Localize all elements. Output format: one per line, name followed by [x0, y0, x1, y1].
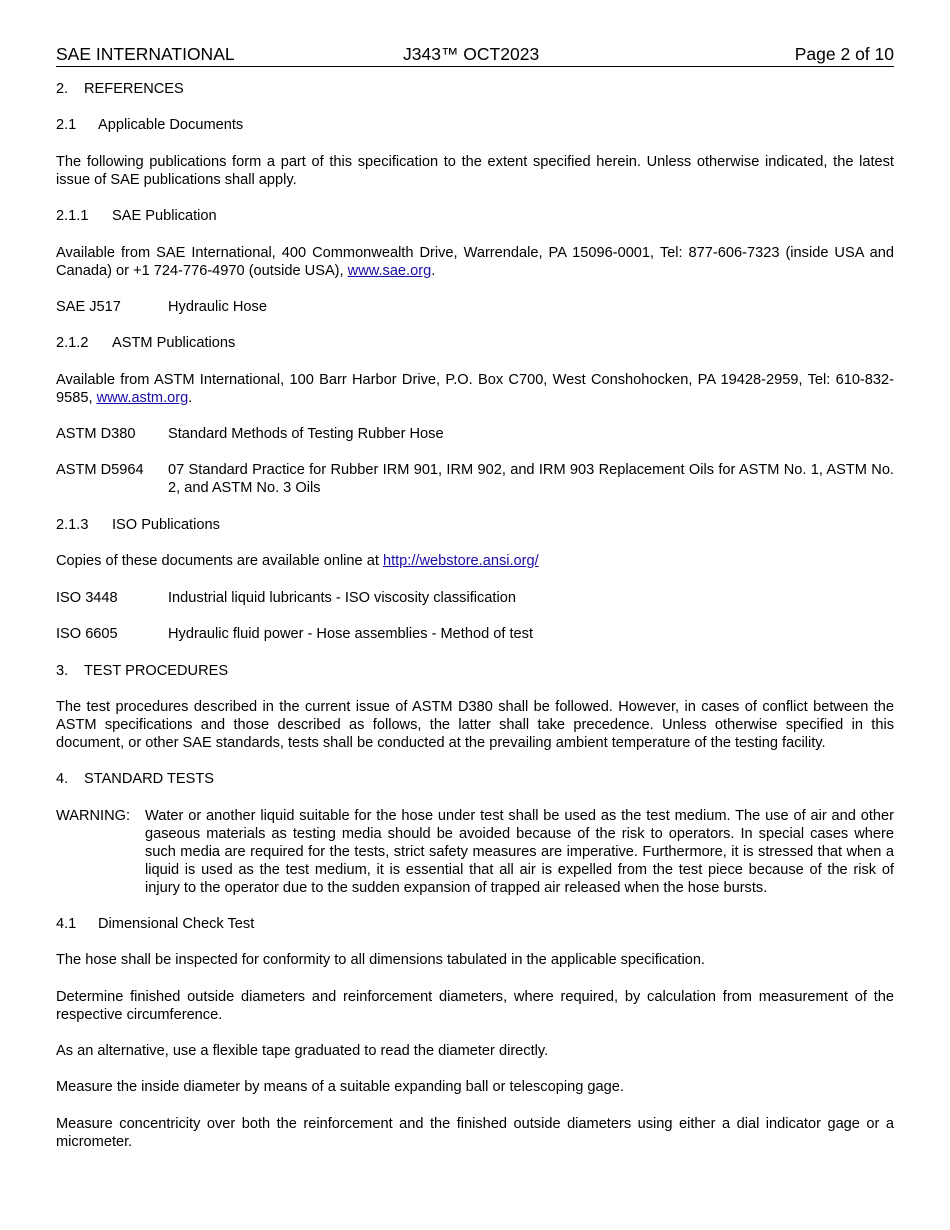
paragraph-inspection: The hose shall be inspected for conformity to all dimensions tabulated in the applicable specification.	[56, 952, 705, 968]
section-heading-3	[56, 662, 894, 680]
section-number: 3.	[56, 663, 69, 679]
section-heading-4-1	[56, 915, 894, 933]
reference-sae-j517	[56, 298, 894, 316]
reference-astm-d380	[56, 425, 894, 443]
section-heading-2-1	[56, 116, 894, 134]
publisher-name: SAE INTERNATIONAL	[56, 44, 235, 64]
ansi-webstore-link[interactable]: http://webstore.ansi.org/	[382, 553, 539, 569]
warning-label: WARNING:	[56, 808, 131, 824]
section-number: 4.1	[56, 916, 77, 932]
sae-website-link[interactable]: www.sae.org	[347, 263, 432, 279]
paragraph-end: .	[188, 390, 193, 406]
reference-title: Standard Methods of Testing Rubber Hose	[168, 426, 444, 442]
section-title: ASTM Publications	[112, 335, 236, 351]
paragraph-text: Available from ASTM International, 100 Barr Harbor Drive, P.O. Box C700, West Conshohocken, PA 19428-2959, Tel: 610-832-9585,	[56, 372, 894, 406]
paragraph-concentricity: Measure concentricity over both the reinforcement and the finished outside diameters using either a dial indicator gage or a micrometer.	[56, 1116, 894, 1150]
reference-code: ASTM D5964	[56, 462, 144, 478]
section-number: 2.1	[56, 117, 77, 133]
reference-title: Industrial liquid lubricants - ISO viscosity classification	[168, 590, 516, 606]
reference-title: Hydraulic Hose	[168, 299, 267, 315]
section-heading-4	[56, 770, 894, 788]
paragraph-end: .	[431, 263, 436, 279]
paragraph-text: Copies of these documents are available online at	[56, 553, 383, 569]
paragraph-test-procedures: The test procedures described in the current issue of ASTM D380 shall be followed. However, in cases of conflict between the ASTM specifications and those described as follows, the latter shall take precedence. Unless otherwise specified in this document, or other SAE standards, tests shall be conducted at the prevailing ambient temperature of the testing facility.	[56, 699, 894, 751]
paragraph-applicable-docs: The following publications form a part of this specification to the extent specified herein. Unless otherwise indicated, the latest issue of SAE publications shall apply.	[56, 154, 894, 188]
reference-iso-6605	[56, 625, 894, 643]
paragraph-iso-availability	[56, 552, 894, 570]
paragraph-text: Available from SAE International, 400 Commonwealth Drive, Warrendale, PA 15096-0001, Tel: 877-606-7323 (inside USA and Canada) or +1 724-776-4970 (outside USA),	[56, 245, 894, 279]
warning-text: Water or another liquid suitable for the hose under test shall be used as the test medium. The use of air and other gaseous materials as testing media should be avoided because of the risk to operators. In special cases where such media are required for the tests, strict safety measures are imperative. Furthermore, it is stressed that when a liquid is used as the test medium, it is essential that all air is expelled from the test piece because of the risk of injury to the operator due to the sudden expansion of trapped air released when the hose bursts.	[145, 808, 894, 896]
section-title: ISO Publications	[112, 517, 220, 533]
section-number: 4.	[56, 771, 69, 787]
paragraph-astm-availability	[56, 371, 894, 407]
section-heading-2-1-2	[56, 334, 894, 352]
reference-title: Hydraulic fluid power - Hose assemblies - Method of test	[168, 626, 533, 642]
reference-code: ISO 6605	[56, 626, 118, 642]
section-heading-2-1-3	[56, 516, 894, 534]
reference-astm-d5964	[56, 461, 894, 497]
reference-iso-3448	[56, 589, 894, 607]
page-header	[56, 44, 894, 67]
page-number: Page 2 of 10	[794, 44, 894, 64]
paragraph-inside-diameter: Measure the inside diameter by means of a suitable expanding ball or telescoping gage.	[56, 1079, 624, 1095]
section-number: 2.	[56, 81, 69, 97]
section-heading-2-1-1	[56, 207, 894, 225]
reference-code: SAE J517	[56, 299, 121, 315]
reference-code: ISO 3448	[56, 590, 118, 606]
section-heading-2	[56, 80, 894, 98]
section-title: REFERENCES	[84, 81, 184, 97]
section-title: SAE Publication	[112, 208, 217, 224]
reference-code: ASTM D380	[56, 426, 136, 442]
section-title: Applicable Documents	[98, 117, 244, 133]
section-title: TEST PROCEDURES	[84, 663, 229, 679]
section-number: 2.1.2	[56, 335, 89, 351]
paragraph-sae-availability	[56, 244, 894, 280]
section-title: STANDARD TESTS	[84, 771, 215, 787]
paragraph-outside-diameters: Determine finished outside diameters and reinforcement diameters, where required, by calculation from measurement of the respective circumference.	[56, 989, 894, 1023]
warning-notice	[56, 807, 894, 897]
section-title: Dimensional Check Test	[98, 916, 255, 932]
astm-website-link[interactable]: www.astm.org	[96, 390, 189, 406]
section-number: 2.1.1	[56, 208, 89, 224]
reference-title: 07 Standard Practice for Rubber IRM 901, IRM 902, and IRM 903 Replacement Oils for ASTM No. 1, ASTM No. 2, and ASTM No. 3 Oils	[168, 462, 894, 496]
paragraph-flexible-tape: As an alternative, use a flexible tape graduated to read the diameter directly.	[56, 1043, 549, 1059]
document-id: J343™ OCT2023	[403, 44, 540, 64]
section-number: 2.1.3	[56, 517, 89, 533]
